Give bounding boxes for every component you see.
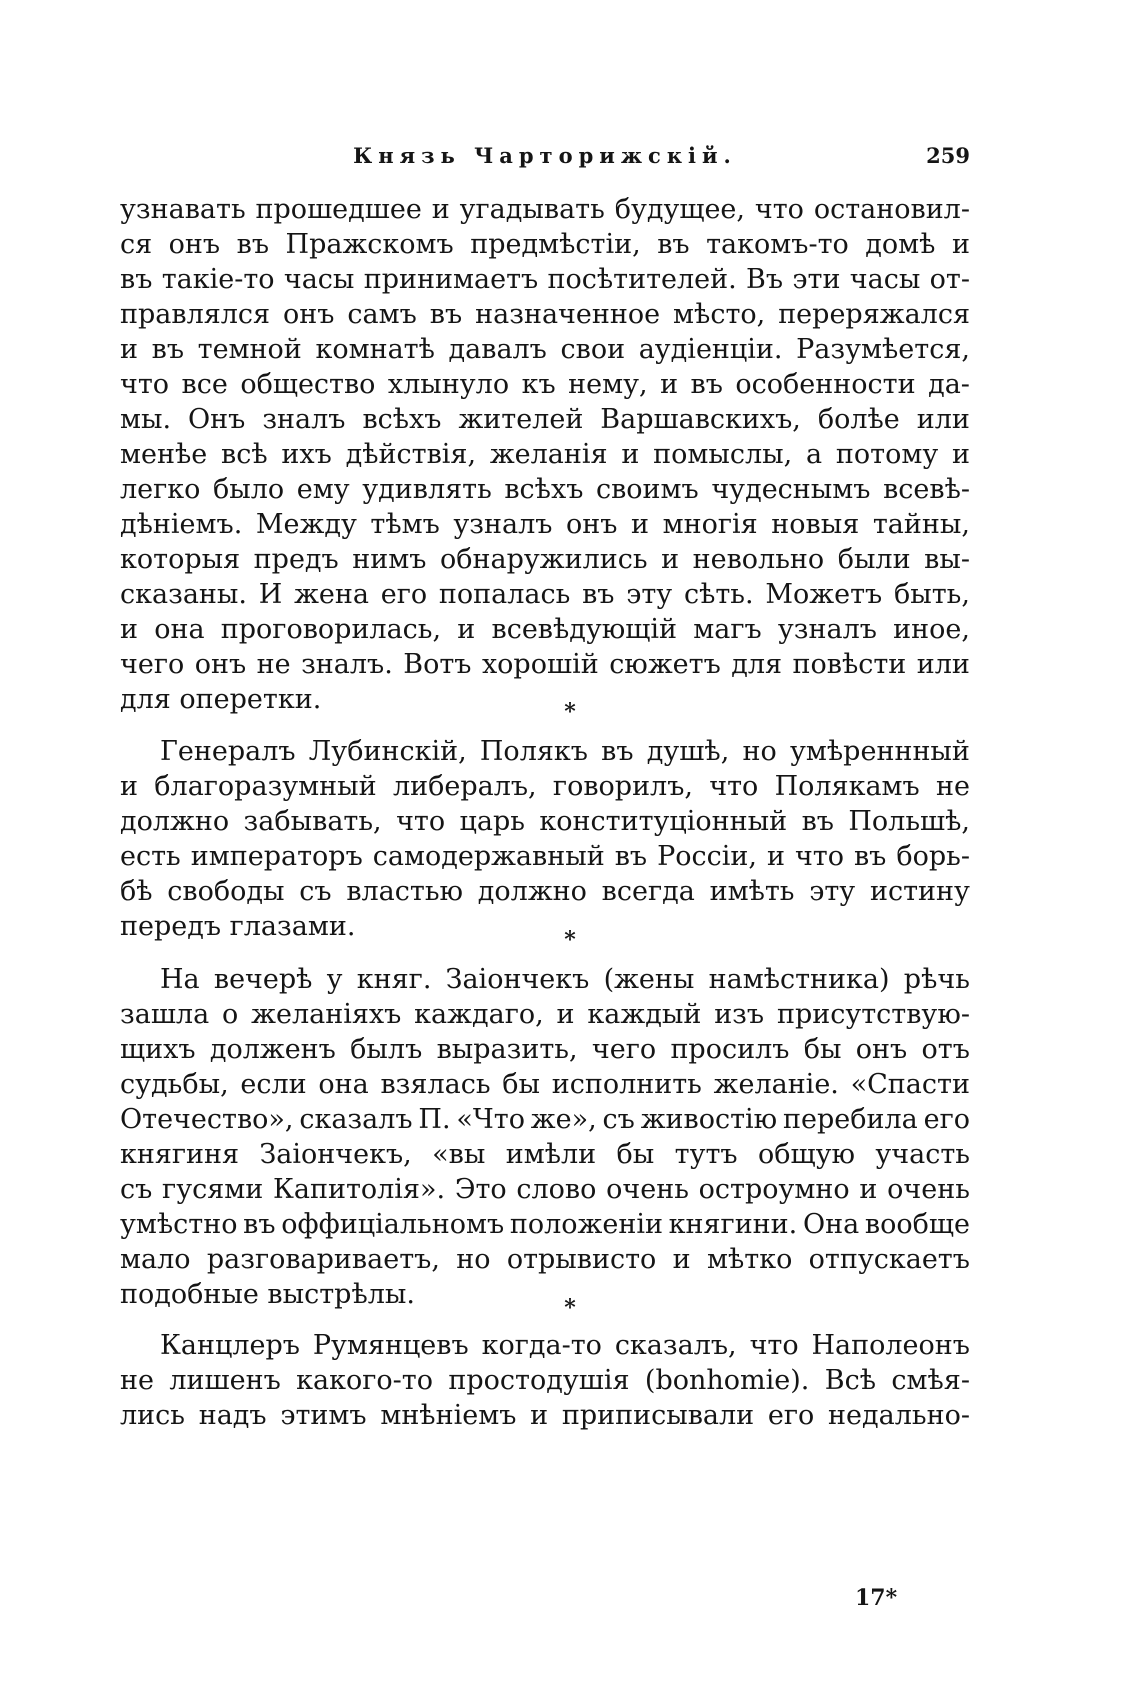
text-line: чего онъ не зналъ. Вотъ хорошій сюжетъ для повѣсти или (120, 649, 970, 680)
text-line: и въ темной комнатѣ давалъ свои аудіенціи. Разумѣется, (120, 334, 970, 365)
printer-signature: 17* (855, 1585, 898, 1611)
text-line: сказаны. И жена его попалась въ эту сѣть. Можетъ быть, (120, 579, 970, 610)
text-line: зашла о желаніяхъ каждаго, и каждый изъ присутствую- (120, 999, 970, 1030)
text-line: мало разговариваетъ, но отрывисто и мѣтко отпускаетъ (120, 1244, 970, 1275)
text-line: Генералъ Лубинскій, Полякъ въ душѣ, но умѣреннный (160, 736, 970, 767)
text-line: ся онъ въ Пражскомъ предмѣстіи, въ такомъ-то домѣ и (120, 229, 970, 260)
text-line: съ гусями Капитолія». Это слово очень остроумно и очень (120, 1174, 970, 1205)
text-line: судьбы, если она взялась бы исполнить желаніе. «Спасти (120, 1069, 970, 1100)
text-line: узнавать прошедшее и угадывать будущее, что остановил- (120, 194, 970, 225)
running-title: Князь Чарторижскій. (353, 143, 737, 168)
section-separator: * (564, 1295, 576, 1321)
section-separator: * (564, 927, 576, 953)
text-line: что все общество хлынуло къ нему, и въ особенности да- (120, 369, 970, 400)
text-line: лись надъ этимъ мнѣніемъ и приписывали его недально- (120, 1400, 970, 1431)
text-line: княгиня Заіончекъ, «вы имѣли бы тутъ общую участь (120, 1139, 970, 1170)
text-line: легко было ему удивлять всѣхъ своимъ чудеснымъ всевѣ- (120, 474, 970, 505)
page-number: 259 (926, 143, 970, 168)
text-line: и благоразумный либералъ, говорилъ, что Полякамъ не (120, 771, 970, 802)
text-line: Отечество», сказалъ П. «Что же», съ живостію перебила его (120, 1104, 970, 1135)
text-line: подобные выстрѣлы. (120, 1279, 415, 1310)
section-separator: * (564, 699, 576, 725)
text-line: и она проговорилась, и всевѣдующій магъ узналъ иное, (120, 614, 970, 645)
text-line: правлялся онъ самъ въ назначенное мѣсто, переряжался (120, 299, 970, 330)
text-line: которыя предъ нимъ обнаружились и невольно были вы- (120, 544, 970, 575)
text-line: бѣ свободы съ властью должно всегда имѣть эту истину (120, 876, 970, 907)
text-line: менѣе всѣ ихъ дѣйствія, желанія и помыслы, а потому и (120, 439, 970, 470)
text-line: Канцлеръ Румянцевъ когда-то сказалъ, что Наполеонъ (160, 1330, 970, 1361)
text-line: умѣстно въ оффиціальномъ положеніи княгини. Она вообще (120, 1209, 970, 1240)
text-line: должно забывать, что царь конституціонный въ Польшѣ, (120, 806, 970, 837)
text-line: дѣніемъ. Между тѣмъ узналъ онъ и многія новыя тайны, (120, 509, 970, 540)
text-line: не лишенъ какого-то простодушія (bonhomie). Всѣ смѣя- (120, 1365, 970, 1396)
text-line: для оперетки. (120, 684, 322, 715)
text-line: передъ глазами. (120, 911, 356, 942)
text-line: мы. Онъ зналъ всѣхъ жителей Варшавскихъ, болѣе или (120, 404, 970, 435)
text-line: есть императоръ самодержавный въ Россіи, и что въ борь- (120, 841, 970, 872)
text-line: На вечерѣ у княг. Заіончекъ (жены намѣстника) рѣчь (160, 964, 970, 995)
text-line: въ такіе-то часы принимаетъ посѣтителей. Въ эти часы от- (120, 264, 970, 295)
text-line: щихъ долженъ былъ выразить, чего просилъ бы онъ отъ (120, 1034, 970, 1065)
page-header (120, 143, 970, 177)
